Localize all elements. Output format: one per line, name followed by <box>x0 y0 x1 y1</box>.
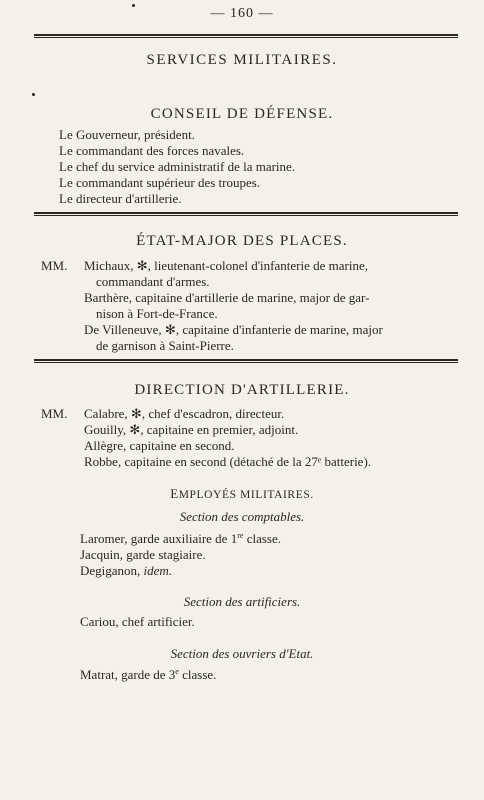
subsection-heading-comptables: Section des comptables. <box>179 509 305 524</box>
comptables-line-text: Laromer, garde auxiliaire de 1 <box>80 531 238 546</box>
etat-major-line: commandant d'armes. <box>96 274 210 289</box>
employes-militaires-heading <box>0 486 484 502</box>
page-number: — 160 — <box>210 6 274 21</box>
mm-prefix: MM. <box>41 406 68 421</box>
etat-major-line: De Villeneuve, ✻, capitaine d'infanterie de marine, major <box>84 322 383 337</box>
employes-initial: E <box>170 486 179 501</box>
etat-major-line: Michaux, ✻, lieutenant-colonel d'infanterie de marine, <box>84 258 368 273</box>
idem-text: idem. <box>143 563 173 578</box>
artillerie-line: Calabre, ✻, chef d'escadron, directeur. <box>84 406 285 421</box>
ouvriers-line-text: Matrat, garde de 3 <box>80 667 176 682</box>
artillerie-line: Gouilly, ✻, capitaine en premier, adjoint. <box>84 422 299 437</box>
subsection-heading-artificiers: Section des artificiers. <box>183 594 301 609</box>
comptables-line <box>80 563 172 579</box>
mm-prefix: MM. <box>41 258 68 273</box>
comptables-line-text: Degiganon, <box>80 563 144 578</box>
header-rule <box>34 34 458 38</box>
conseil-line: Le chef du service administratif de la marine. <box>59 159 296 174</box>
subsection-heading-ouvriers: Section des ouvriers d'Etat. <box>170 646 314 661</box>
conseil-line: Le commandant des forces navales. <box>59 143 245 158</box>
ouvriers-line <box>80 667 216 683</box>
conseil-line: Le Gouverneur, président. <box>59 127 195 142</box>
comptables-line <box>80 531 281 547</box>
artillerie-line: Robbe, capitaine en second (détaché de la 27ᵉ batterie). <box>84 454 372 469</box>
ouvriers-line-text: classe. <box>178 667 217 682</box>
section-heading-conseil: CONSEIL DE DÉFENSE. <box>150 106 334 122</box>
section-heading-etat-major: ÉTAT-MAJOR DES PLACES. <box>136 233 348 249</box>
ink-speck <box>32 93 35 96</box>
ordinal-superscript: e <box>175 667 179 676</box>
section-heading-artillerie: DIRECTION D'ARTILLERIE. <box>134 382 350 398</box>
comptables-line: Jacquin, garde stagiaire. <box>80 547 206 562</box>
section-divider <box>34 212 458 216</box>
etat-major-line: de garnison à Saint-Pierre. <box>96 338 234 353</box>
etat-major-line: Barthère, capitaine d'artillerie de marine, major de gar- <box>84 290 370 305</box>
etat-major-line: nison à Fort-de-France. <box>96 306 218 321</box>
ordinal-superscript: re <box>237 531 244 540</box>
employes-rest: MPLOYÉS MILITAIRES. <box>178 489 314 501</box>
conseil-line: Le commandant supérieur des troupes. <box>59 175 261 190</box>
artillerie-line: Allègre, capitaine en second. <box>84 438 235 453</box>
page-title: SERVICES MILITAIRES. <box>146 52 338 68</box>
section-divider <box>34 359 458 363</box>
conseil-line: Le directeur d'artillerie. <box>59 191 182 206</box>
comptables-line-text: classe. <box>243 531 281 546</box>
artificiers-line: Cariou, chef artificier. <box>80 614 195 629</box>
